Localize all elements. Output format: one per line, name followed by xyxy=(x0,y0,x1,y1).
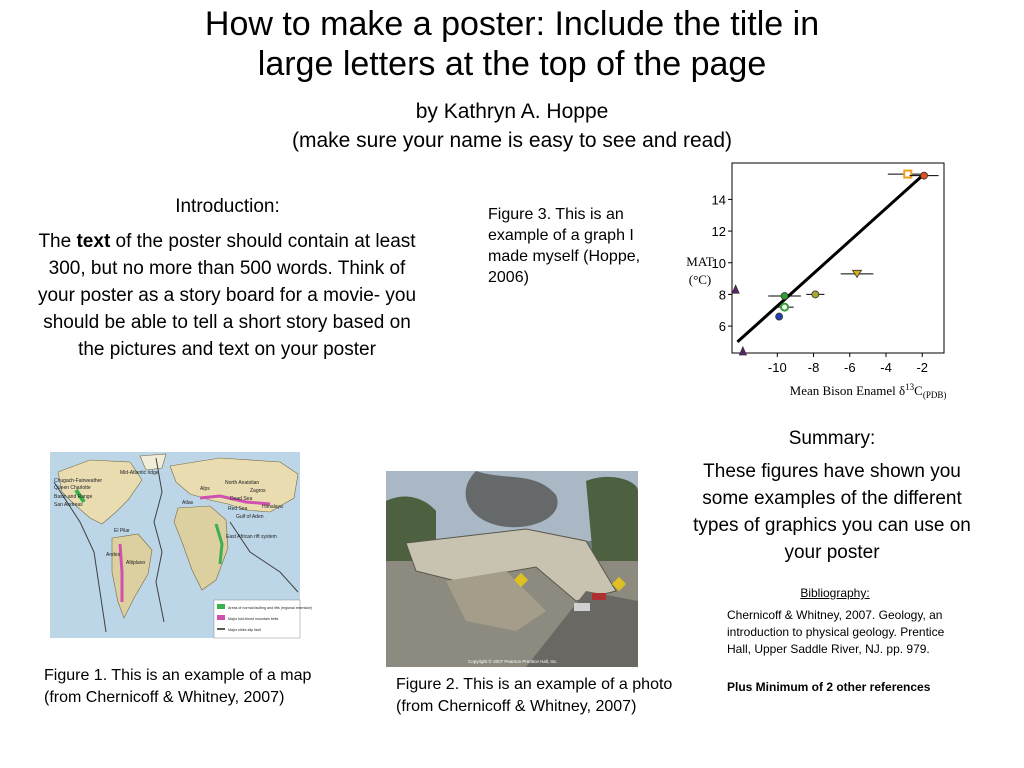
x-axis-label xyxy=(790,382,947,400)
y-tick-label: 12 xyxy=(711,224,726,240)
map-label-chugach: Chugach-Fairweather xyxy=(54,478,103,484)
map-label-atlas: Atlas xyxy=(182,500,194,506)
x-axis-label-c: C xyxy=(914,383,923,398)
intro-text-rest: of the poster should contain at least 300, but no more than 500 words. Think of your poster as a story board for a movie- you should be able to tell a short story based on the pictures and text on your poster xyxy=(37,231,417,360)
x-tick-label: -6 xyxy=(843,360,856,375)
y-tick-label: 8 xyxy=(718,287,726,303)
figure-3-caption: Figure 3. This is an example of a graph I made myself (Hoppe, 2006) xyxy=(488,206,641,286)
x-axis-label-sup: 13 xyxy=(905,382,915,392)
data-point xyxy=(781,293,788,300)
map-label-andes: Andes xyxy=(106,552,121,558)
photo-copyright: Copyright © 2007 Pearson Prentice Hall, Inc. xyxy=(468,659,558,664)
chart-axis-ticks xyxy=(712,192,929,375)
figure-1-caption: Figure 1. This is an example of a map (from Chernicoff & Whitney, 2007) xyxy=(44,667,312,706)
title-line-2: large letters at the top of the page xyxy=(257,45,767,83)
map-legend-strike: Major strike-slip fault xyxy=(228,628,261,632)
photo-car-1 xyxy=(574,603,590,611)
map-label-red-sea: Red Sea xyxy=(228,506,248,512)
intro-text-prefix: The xyxy=(38,231,77,252)
y-tick-label: 6 xyxy=(718,319,726,335)
x-tick-label: -4 xyxy=(880,360,892,375)
author-byline: by Kathryn A. Hoppe xyxy=(415,100,609,123)
map-label-gulf-aden: Gulf of Aden xyxy=(236,514,264,520)
data-point xyxy=(732,285,739,293)
introduction-text xyxy=(32,228,422,363)
map-label-queen-charlotte: Queen Charlotte xyxy=(54,485,91,491)
summary-heading: Summary: xyxy=(788,428,876,449)
y-axis-label-line-2: (°C) xyxy=(688,272,712,287)
mat-vs-d13c-chart xyxy=(670,155,980,405)
map-legend-swatch-rifts xyxy=(217,604,225,609)
y-axis-label-line-1: MAT xyxy=(686,254,714,269)
introduction-heading: Introduction: xyxy=(175,196,280,217)
bibliography-entry: Chernicoff & Whitney, 2007. Geology, an introduction to physical geology. Prentice Hall, Upper Saddle River, NJ. pp. 979. xyxy=(727,608,945,656)
data-point xyxy=(781,304,788,311)
data-point xyxy=(812,291,819,298)
bibliography-heading: Bibliography: xyxy=(800,586,870,600)
map-label-alps: Alps xyxy=(200,486,210,492)
plot-frame xyxy=(732,163,944,353)
map-label-north-anatolian: North Anatolian xyxy=(225,480,260,486)
title-line-1: How to make a poster: Include the title in xyxy=(204,5,820,43)
y-tick-label: 10 xyxy=(711,255,726,271)
byline-block xyxy=(60,97,964,155)
map-legend-rifts: Areas of normal faulting and rifts (regional extension) xyxy=(228,606,313,610)
map-legend-swatch-fold xyxy=(217,615,225,620)
bibliography-extra: Plus Minimum of 2 other references xyxy=(727,680,931,694)
x-axis-label-main: Mean Bison Enamel δ xyxy=(789,383,906,398)
plate-tectonics-map xyxy=(50,452,313,638)
intro-text-bold: text xyxy=(76,231,111,252)
map-label-dead-sea: Dead Sea xyxy=(230,496,253,502)
map-label-east-african-rift: East African rift system xyxy=(226,534,277,540)
poster-title xyxy=(60,4,964,84)
map-label-altiplano: Altiplano xyxy=(126,560,146,566)
map-label-zagros: Zagros xyxy=(250,488,266,494)
x-tick-label: -10 xyxy=(767,360,787,375)
x-tick-label: -2 xyxy=(916,360,929,375)
data-point xyxy=(739,347,746,355)
map-label-el-pilar: El Pilar xyxy=(114,528,130,534)
regression-line xyxy=(737,174,924,342)
map-legend-fold: Major fold-thrust mountain belts xyxy=(228,617,279,621)
chart-marks xyxy=(732,171,938,355)
summary-text: These figures have shown you some examples of the different types of graphics you can use on your poster xyxy=(693,461,971,563)
x-axis-label-sub: (PDB) xyxy=(922,390,947,400)
map-label-san-andreas: San Andreas xyxy=(54,502,83,508)
map-label-himalaya: Himalaya xyxy=(262,504,283,510)
collapsed-freeway-photo xyxy=(386,471,638,667)
name-note: (make sure your name is easy to see and read) xyxy=(291,129,733,152)
photo-car-2 xyxy=(592,593,606,600)
map-label-mid-atlantic: Mid-Atlantic ridge xyxy=(120,470,159,476)
data-point xyxy=(904,171,911,178)
y-tick-label: 14 xyxy=(711,192,726,208)
data-point xyxy=(921,172,928,179)
figure-2-caption: Figure 2. This is an example of a photo (from Chernicoff & Whitney, 2007) xyxy=(396,676,673,715)
map-label-basin-range: Basin and Range xyxy=(54,494,93,500)
x-tick-label: -8 xyxy=(807,360,820,375)
data-point xyxy=(776,313,783,320)
